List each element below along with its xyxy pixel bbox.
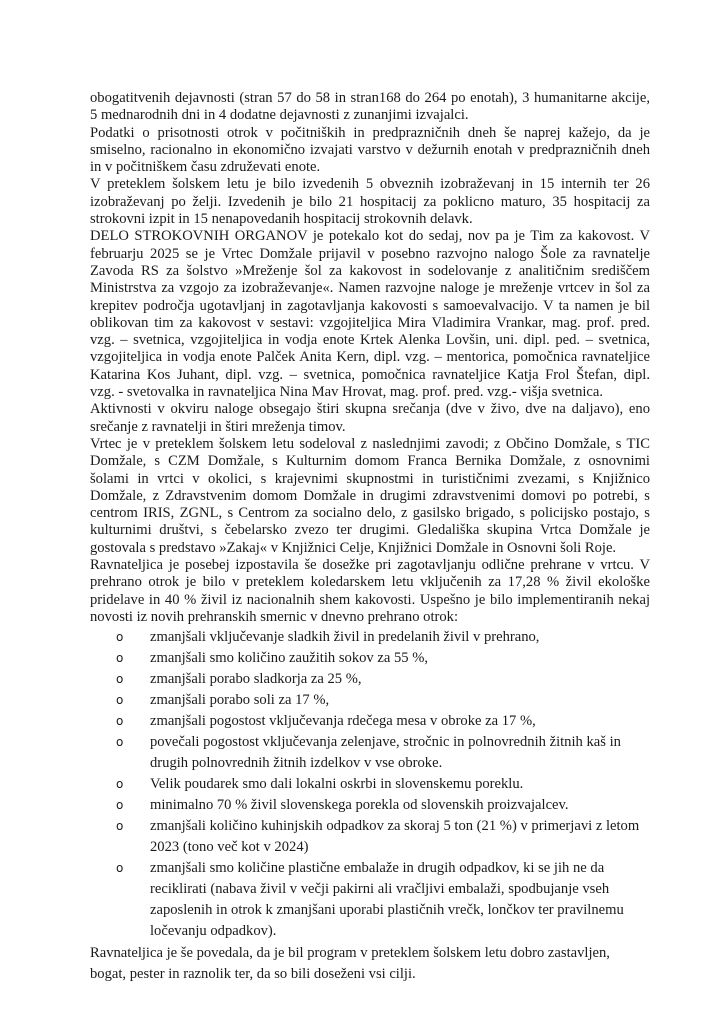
list-item (90, 795, 650, 816)
list-item-text: ločevanju odpadkov). (150, 923, 277, 940)
bullet-circle-icon: o (116, 651, 124, 666)
text-line: kulturnimi društvi, s čebelarsko zvezo ter drugimi. Gledališka skupina Vrtca Domžale je (90, 522, 650, 539)
list-item-text: zmanjšali smo količino zaužitih sokov za 55 %, (150, 650, 429, 667)
list-item (90, 690, 650, 711)
list-item-text: minimalno 70 % živil slovenskega porekla od slovenskih proizvajalcev. (150, 797, 569, 814)
text-line: vzgojiteljica in vodja enote Palček Anita Kern, dipl. vzg. – mentorica, pomočnica ravnateljice (90, 349, 650, 366)
document-page (90, 90, 650, 985)
text-line: izobraževanj po želji. Izvedenih je bilo 21 hospitacij za poklicno maturo, 35 hospitacij za (90, 193, 650, 210)
paragraph-attendance (90, 125, 650, 177)
bullet-circle-icon: o (116, 693, 124, 708)
paragraph-meetings (90, 401, 650, 436)
text-line: V preteklem šolskem letu je bilo izvedenih 5 obveznih izobraževanj in 15 internih ter 26 (90, 176, 650, 193)
text-line: 5 mednarodnih dni in 4 dodatne dejavnosti z zunanjimi izvajalci. (90, 107, 469, 124)
list-item (90, 627, 650, 648)
list-item-text: 2023 (tono več kot v 2024) (150, 839, 309, 856)
text-line: Domžale, s CZM Domžale, s Kulturnim domom Franca Bernika Domžale, z osnovnimi (90, 453, 650, 470)
text-line: Ministrstva za vzgojo za izobraževanje«. Namen razvojne naloge je mreženje vrtcev in šol za (90, 280, 650, 297)
text-line: in v počitniškem času združevati enote. (90, 159, 321, 176)
list-item-text: zmanjšali pogostost vključevanja rdečega mesa v obroke za 17 %, (150, 713, 536, 730)
text-line: pridelave in 40 % živil iz nacionalnih shem kakovosti. Uspešno je bilo implementiranih nekaj (90, 591, 650, 608)
paragraph-nutrition (90, 557, 650, 626)
text-line: bogat, pester in raznolik ter, da so bili doseženi vsi cilji. (90, 966, 416, 983)
text-line: DELO STROKOVNIH ORGANOV je potekalo kot do sedaj, nov pa je Tim za kakovost. V (90, 228, 650, 245)
nutrition-list (90, 627, 650, 942)
paragraph-trainings (90, 176, 650, 228)
list-item-text: zmanjšali smo količine plastične embalaže in drugih odpadkov, ki se jih ne da (150, 860, 605, 877)
list-item (90, 732, 650, 774)
bullet-circle-icon: o (116, 630, 124, 645)
text-line: obogatitvenih dejavnosti (stran 57 do 58 in stran168 do 264 po enotah), 3 humanitarne akcije, (90, 90, 650, 106)
text-line: vzg. – svetnica, vzgojiteljica in vodja enote Krtek Alenka Lovšin, uni. dipl. ped. – svetnica, (90, 332, 650, 349)
text-line: Domžale, z Zdravstvenim domom Domžale in drugimi zdravstvenimi domovi po potrebi, s (90, 487, 650, 504)
bullet-circle-icon: o (116, 798, 124, 813)
paragraph-activities (90, 90, 650, 125)
list-item (90, 858, 650, 942)
list-item-text: reciklirati (nabava živil v večji pakirni ali vračljivi embalaži, spodbujanje vseh (150, 881, 610, 898)
bullet-circle-icon: o (116, 672, 124, 687)
text-line: smiselno, racionalno in ekonomično izvajati varstvo v dežurnih enotah v predprazničnih dneh (90, 141, 650, 158)
text-line: Aktivnosti v okviru naloge obsegajo štiri skupna srečanja (dve v živo, dve na daljavo), eno (90, 401, 650, 418)
paragraph-quality-team (90, 228, 650, 401)
list-item-text: zmanjšali količino kuhinjskih odpadkov za skoraj 5 ton (21 %) v primerjavi z letom (150, 818, 640, 835)
list-item-text: zaposlenih in otrok k zmanjšani uporabi plastičnih vrečk, lončkov ter pravilnemu (150, 902, 624, 919)
text-line: februarju 2025 se je Vrtec Domžale prijavil v posebno razvojno nalogo Šole za ravnatelje (90, 245, 650, 262)
list-item-text: zmanjšali vključevanje sladkih živil in predelanih živil v prehrano, (150, 629, 540, 646)
text-line: novosti iz novih prehranskih smernic v dnevno prehrano otrok: (90, 608, 459, 625)
list-item-text: drugih polnovrednih žitnih izdelkov v vse obroke. (150, 755, 443, 772)
list-item-text: zmanjšali porabo soli za 17 %, (150, 692, 330, 709)
bullet-circle-icon: o (116, 819, 124, 834)
list-item-text: povečali pogostost vključevanja zelenjave, stročnic in polnovrednih žitnih kaš in (150, 734, 621, 751)
text-line: oblikovan tim za kakovost v sestavi: vzgojiteljica Mira Vladimira Vrankar, mag. prof. pred. (90, 314, 650, 331)
text-line: strokovni izpit in 15 nenapovedanih hospitacij strokovnih delavk. (90, 211, 473, 228)
list-item (90, 669, 650, 690)
bullet-circle-icon: o (116, 735, 124, 750)
text-line: Katarina Kos Juhant, dipl. vzg. – svetnica, pomočnica ravnateljice Katja Frol Štefan, dipl. (90, 366, 650, 383)
text-line: Ravnateljica je posebej izpostavila še dosežke pri zagotavljanju odlične prehrane v vrtcu. V (90, 557, 650, 574)
text-line: prehrano otrok je bilo v preteklem koledarskem letu vključenih za 17,28 % živil ekološke (90, 574, 650, 591)
text-line: vzg. - svetovalka in ravnateljica Nina Mav Hrovat, mag. prof. pred. vzg.- višja svetnica. (90, 384, 604, 401)
text-line: centrom IRIS, ZGNL, s Centrom za socialno delo, z gasilsko brigado, s policijsko postajo, s (90, 505, 650, 522)
list-item (90, 648, 650, 669)
list-item-text: zmanjšali porabo sladkorja za 25 %, (150, 671, 362, 688)
text-line: Podatki o prisotnosti otrok v počitniških in predprazničnih dneh še naprej kažejo, da je (90, 124, 650, 141)
list-item-text: Velik poudarek smo dali lokalni oskrbi in slovenskemu poreklu. (150, 776, 524, 793)
paragraph-closing (90, 943, 650, 985)
paragraph-cooperation (90, 436, 650, 557)
text-line: Ravnateljica je še povedala, da je bil program v preteklem šolskem letu dobro zastavljen, (90, 945, 610, 962)
text-line: Vrtec je v preteklem šolskem letu sodeloval z naslednjimi zavodi; z Občino Domžale, s TIC (90, 435, 650, 452)
text-line: šolami in vrtci v okolici, s krajevnimi skupnostmi in turističnimi zvezami, s Knjižnico (90, 470, 650, 487)
list-item (90, 774, 650, 795)
text-line: gostovala s predstavo »Zakaj« v Knjižnici Celje, Knjižnici Domžale in Osnovni šoli Roje. (90, 539, 617, 556)
text-line: Zavoda RS za šolstvo »Mreženje šol za kakovost in sodelovanje z analitičnim središčem (90, 262, 650, 279)
list-item (90, 816, 650, 858)
list-item (90, 711, 650, 732)
bullet-circle-icon: o (116, 714, 124, 729)
text-line: krepitev področja ugotavljanj in zagotavljanja kakovosti s samoevalvacijo. V ta namen je bil (90, 297, 650, 314)
text-line: srečanje z ravnatelji in štiri mreženja timov. (90, 418, 346, 435)
bullet-circle-icon: o (116, 861, 124, 876)
bullet-circle-icon: o (116, 777, 124, 792)
